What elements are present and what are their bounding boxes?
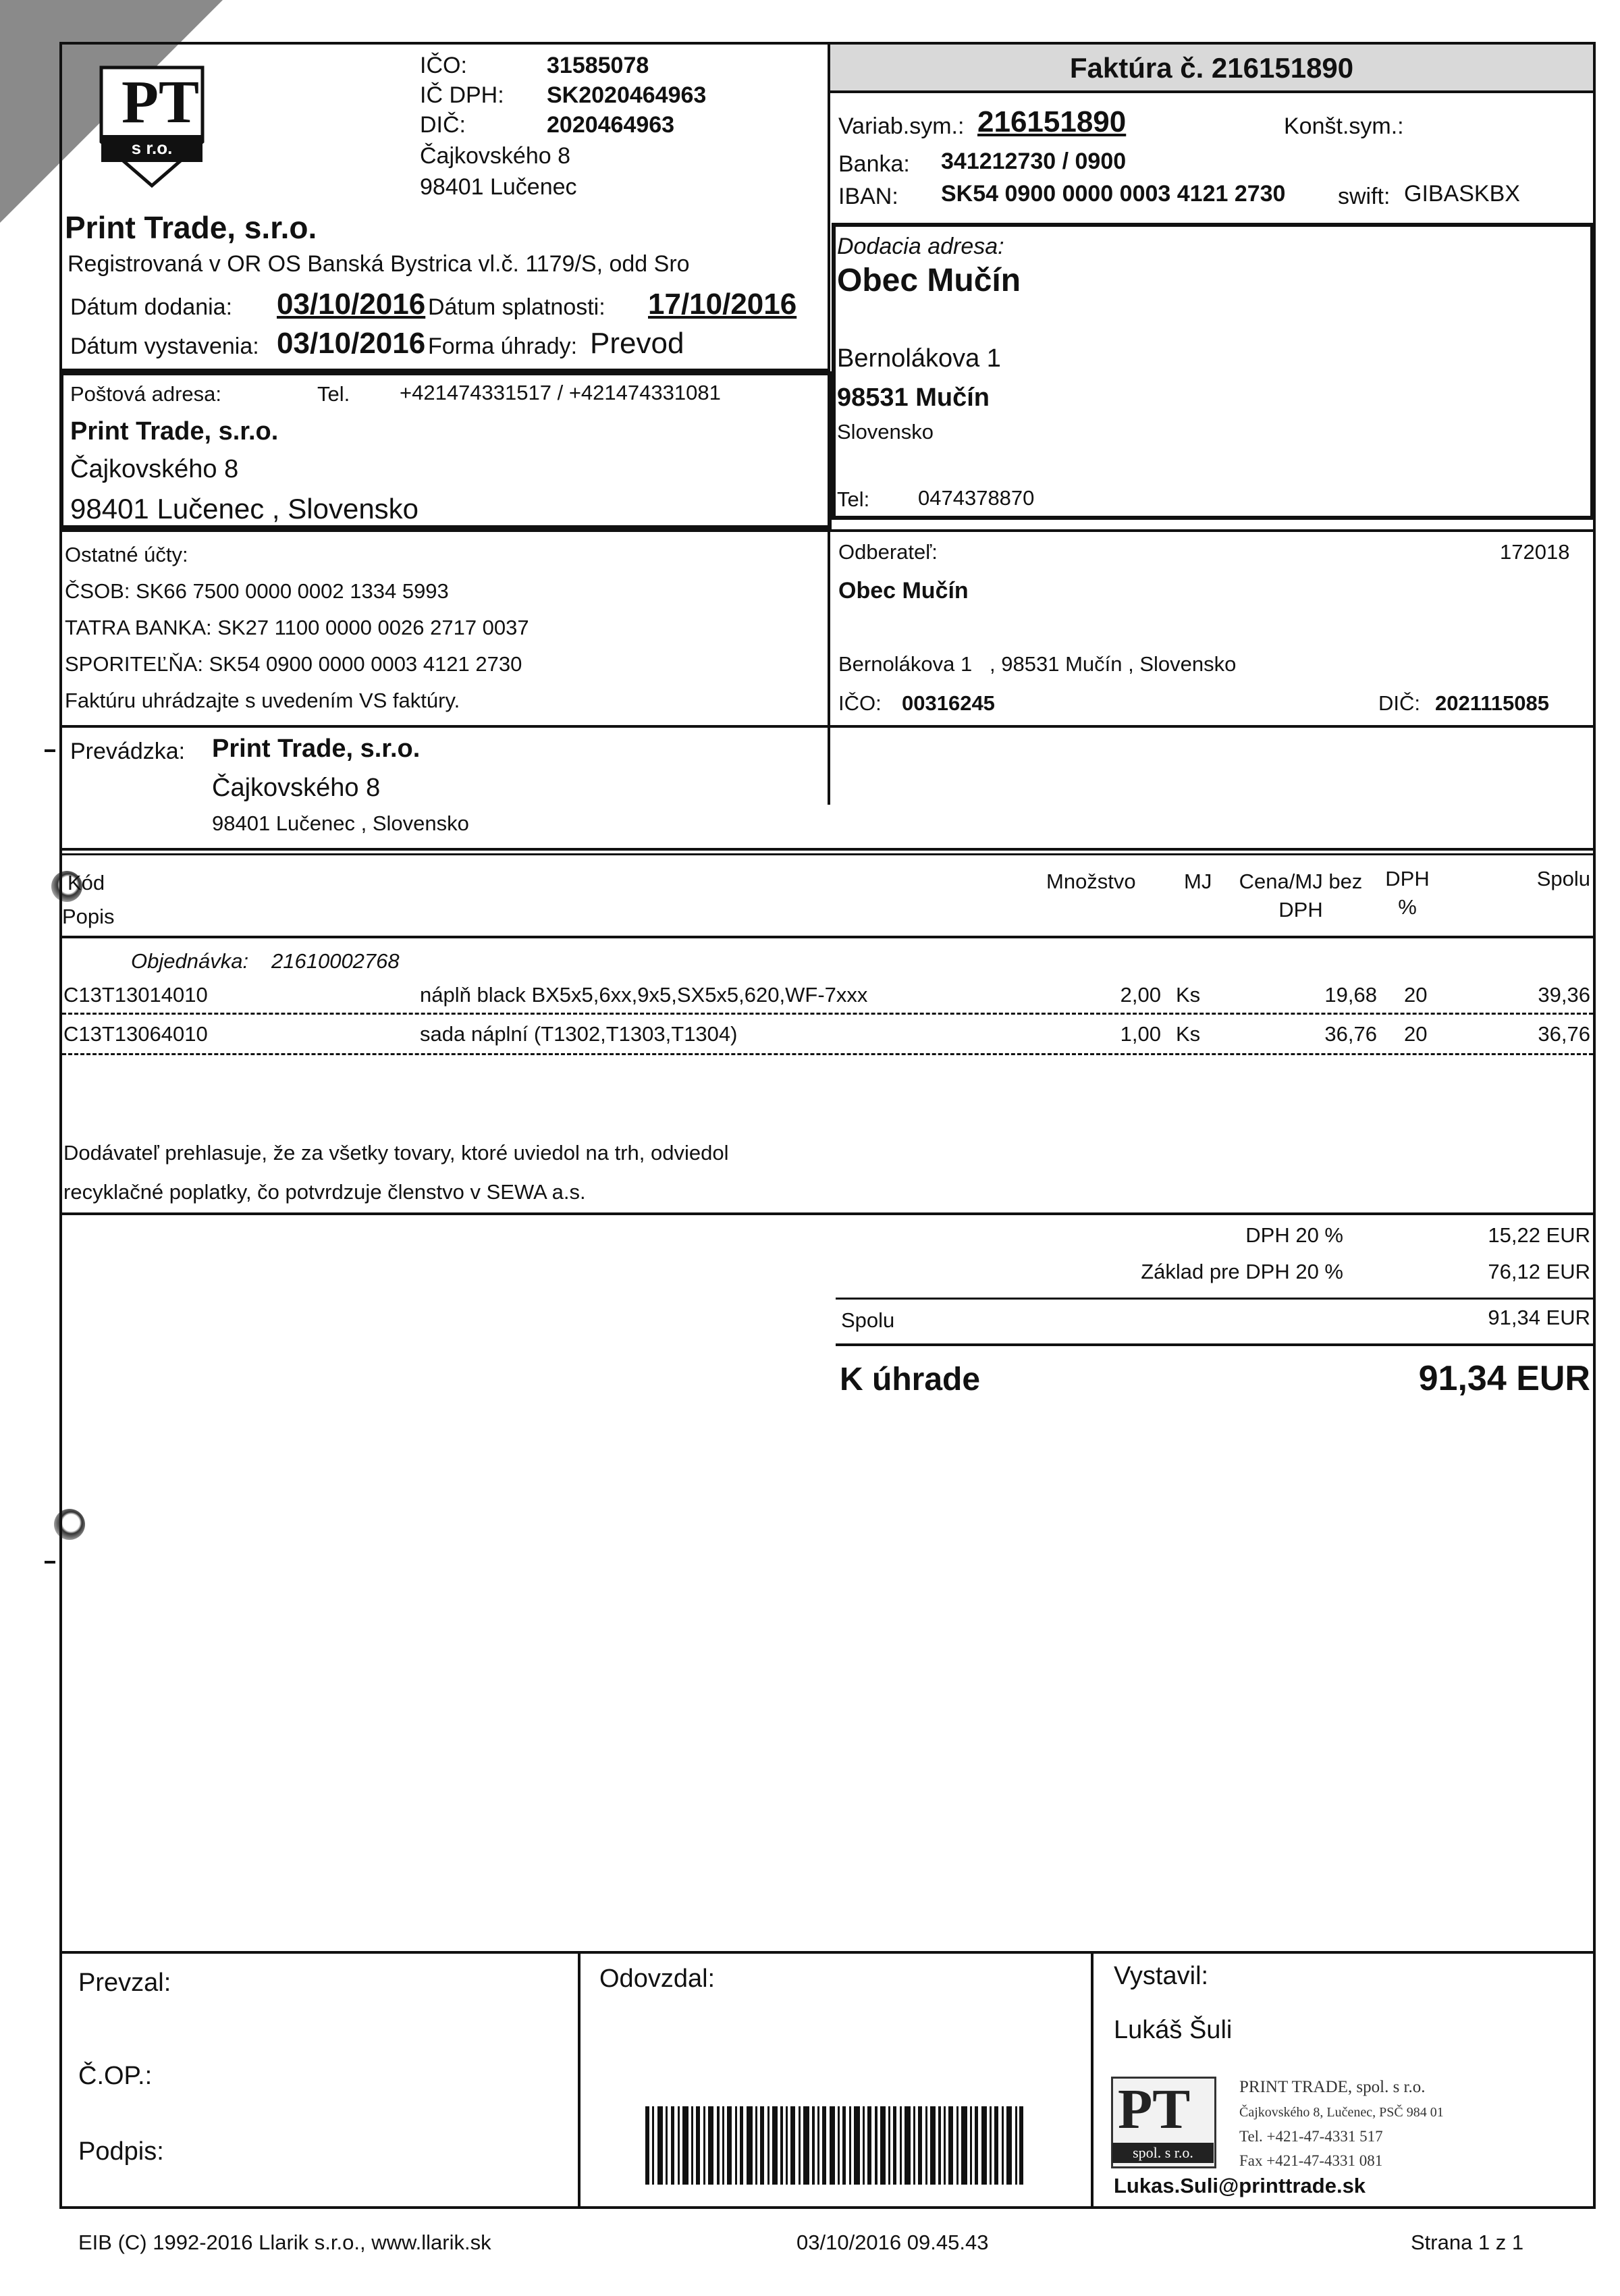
swift-label: swift: [1338, 184, 1390, 209]
item-description: sada náplní (T1302,T1303,T1304) [420, 1022, 738, 1046]
stamp-company: PRINT TRADE, spol. s r.o. [1239, 2078, 1426, 2096]
row-separator [62, 1013, 1593, 1015]
vat-amount: 15,22 EUR [1488, 1223, 1590, 1247]
account-csob: ČSOB: SK66 7500 0000 0002 1334 5993 [65, 579, 449, 603]
divider [59, 848, 1596, 851]
swift: GIBASKBX [1404, 181, 1520, 207]
supplier-dic: 2020464963 [547, 112, 675, 138]
delivery-date-label: Dátum dodania: [70, 294, 233, 320]
company-logo [94, 61, 209, 189]
divider [59, 936, 1596, 938]
item-unit: Ks [1176, 1022, 1201, 1046]
customer-name: Obec Mučín [838, 578, 969, 604]
customer-label: Odberateľ: [838, 540, 938, 564]
software-credit: EIB (C) 1992-2016 Llarik s.r.o., www.llarik.sk [78, 2231, 491, 2254]
item-code: C13T13014010 [63, 983, 208, 1007]
divider [59, 1951, 1596, 1954]
supplier-dic-label: DIČ: [420, 112, 466, 138]
row-separator [62, 1053, 1593, 1055]
signature-label: Podpis: [78, 2137, 164, 2166]
ks-label: Konšt.sym.: [1284, 113, 1404, 139]
issue-date: 03/10/2016 [277, 327, 426, 360]
supplier-ico: 31585078 [547, 53, 649, 78]
vat-base-amount: 76,12 EUR [1488, 1260, 1590, 1283]
col-code: Kód [68, 871, 105, 895]
issue-date-label: Dátum vystavenia: [70, 333, 259, 359]
divider [59, 725, 1596, 728]
premises-name: Print Trade, s.r.o. [212, 735, 421, 763]
delivery-city: 98531 Mučín [837, 383, 990, 412]
print-timestamp: 03/10/2016 09.45.43 [796, 2231, 989, 2254]
stamp-tel: Tel. +421-47-4331 517 [1239, 2128, 1383, 2145]
bank-account: 341212730 / 0900 [941, 149, 1127, 174]
iban-label: IBAN: [838, 184, 898, 209]
order-number: 21610002768 [271, 949, 400, 973]
vat-base-label: Základ pre DPH 20 % [1141, 1260, 1343, 1283]
postal-name: Print Trade, s.r.o. [70, 417, 279, 446]
item-description: náplň black BX5x5,6xx,9x5,SX5x5,620,WF-7xxx [420, 983, 868, 1007]
fold-mark [45, 1561, 55, 1564]
divider [59, 1212, 1596, 1215]
divider [836, 1298, 1593, 1300]
issuer-email: Lukas.Suli@printtrade.sk [1114, 2174, 1366, 2197]
stamp-logo-subtitle: spol. s r.o. [1112, 2143, 1214, 2163]
item-code: C13T13064010 [63, 1022, 208, 1046]
postal-street: Čajkovského 8 [70, 455, 239, 483]
id-number-label: Č.OP.: [78, 2062, 153, 2090]
postal-label: Poštová adresa: [70, 382, 222, 406]
account-tatra: TATRA BANKA: SK27 1100 0000 0026 2717 0037 [65, 616, 529, 639]
accounts-label: Ostatné účty: [65, 543, 188, 566]
handed-over-label: Odovzdal: [599, 1965, 716, 1993]
item-vat: 20 [1404, 1022, 1428, 1046]
supplier-name: Print Trade, s.r.o. [65, 210, 317, 245]
amount-due-label: K úhrade [840, 1362, 981, 1397]
item-quantity: 2,00 [1120, 983, 1161, 1007]
customer-dic: 2021115085 [1435, 691, 1549, 715]
col-price-1: Cena/MJ bez [1239, 870, 1363, 893]
customer-ico-label: IČO: [838, 691, 882, 715]
customer-code: 172018 [1500, 540, 1570, 564]
issuer-name: Lukáš Šuli [1114, 2016, 1233, 2044]
item-price: 19,68 [1324, 983, 1377, 1007]
supplier-icdph: SK2020464963 [547, 82, 707, 108]
vs-label: Variab.sym.: [838, 113, 965, 139]
variable-symbol: 216151890 [977, 105, 1127, 138]
premises-city: 98401 Lučenec , Slovensko [212, 811, 469, 835]
premises-street: Čajkovského 8 [212, 774, 381, 802]
company-stamp [1107, 2073, 1485, 2187]
stamp-fax: Fax +421-47-4331 081 [1239, 2152, 1383, 2169]
col-quantity: Množstvo [1046, 870, 1136, 893]
postal-tel: +421474331517 / +421474331081 [400, 381, 721, 404]
logo-letters: PT [122, 69, 200, 136]
stamp-address: Čajkovského 8, Lučenec, PSČ 984 01 [1239, 2105, 1444, 2120]
divider [59, 853, 1596, 855]
payment-method: Prevod [590, 327, 684, 360]
delivery-name: Obec Mučín [837, 263, 1021, 298]
premises-label: Prevádzka: [70, 739, 186, 764]
amount-due: 91,34 EUR [1418, 1359, 1590, 1398]
col-vat-1: DPH [1385, 867, 1430, 890]
item-total: 36,76 [1538, 1022, 1590, 1046]
customer-address: Bernolákova 1 , 98531 Mučín , Slovensko [838, 652, 1237, 676]
delivery-tel: 0474378870 [918, 486, 1035, 510]
barcode [645, 2106, 1023, 2185]
postal-city: 98401 Lučenec , Slovensko [70, 493, 419, 525]
postal-tel-label: Tel. [317, 382, 350, 406]
recycling-note-2: recyklačné poplatky, čo potvrdzuje členstvo v SEWA a.s. [63, 1180, 586, 1204]
supplier-icdph-label: IČ DPH: [420, 82, 504, 108]
divider [59, 529, 1596, 532]
received-by-label: Prevzal: [78, 1969, 171, 1997]
due-date: 17/10/2016 [648, 288, 797, 321]
customer-dic-label: DIČ: [1378, 691, 1420, 715]
item-price: 36,76 [1324, 1022, 1377, 1046]
col-price-2: DPH [1278, 898, 1323, 922]
divider [836, 1343, 1593, 1346]
vat-label: DPH 20 % [1245, 1223, 1343, 1247]
delivery-street: Bernolákova 1 [837, 344, 1001, 373]
invoice-title: Faktúra č. 216151890 [1069, 52, 1354, 84]
page-number: Strana 1 z 1 [1411, 2231, 1524, 2254]
customer-ico: 00316245 [902, 691, 995, 715]
supplier-street: Čajkovského 8 [420, 143, 571, 169]
iban: SK54 0900 0000 0003 4121 2730 [941, 181, 1286, 207]
stamp-logo-letters: PT [1118, 2078, 1191, 2141]
item-vat: 20 [1404, 983, 1428, 1007]
due-date-label: Dátum splatnosti: [428, 294, 605, 320]
delivery-country: Slovensko [837, 420, 934, 444]
delivery-tel-label: Tel: [837, 487, 870, 511]
recycling-note-1: Dodávateľ prehlasuje, že za všetky tovary, ktoré uviedol na trh, odviedol [63, 1141, 729, 1165]
col-description: Popis [62, 905, 115, 928]
sum-label: Spolu [841, 1308, 895, 1332]
divider [1091, 1951, 1094, 2209]
order-label: Objednávka: [131, 949, 249, 973]
payment-label: Forma úhrady: [428, 333, 578, 359]
delivery-address-label: Dodacia adresa: [837, 234, 1004, 259]
account-sporitelna: SPORITEĽŇA: SK54 0900 0000 0003 4121 2730 [65, 652, 522, 676]
item-total: 39,36 [1538, 983, 1590, 1007]
item-unit: Ks [1176, 983, 1201, 1007]
divider [578, 1951, 580, 2209]
supplier-ico-label: IČO: [420, 53, 467, 78]
delivery-date: 03/10/2016 [277, 288, 426, 321]
fold-mark [45, 749, 55, 752]
item-quantity: 1,00 [1120, 1022, 1161, 1046]
bank-label: Banka: [838, 151, 910, 177]
sum-amount: 91,34 EUR [1488, 1306, 1590, 1329]
supplier-registration: Registrovaná v OR OS Banská Bystrica vl.č. 1179/S, odd Sro [68, 251, 690, 277]
invoice-title-bar [828, 45, 1593, 93]
col-vat-2: % [1398, 895, 1417, 919]
col-total: Spolu [1536, 867, 1590, 890]
supplier-city: 98401 Lučenec [420, 174, 577, 200]
logo-subtitle: s r.o. [131, 138, 173, 158]
col-unit: MJ [1184, 870, 1212, 893]
issued-by-label: Vystavil: [1114, 1962, 1209, 1990]
payment-note: Faktúru uhrádzajte s uvedením VS faktúry. [65, 689, 460, 712]
